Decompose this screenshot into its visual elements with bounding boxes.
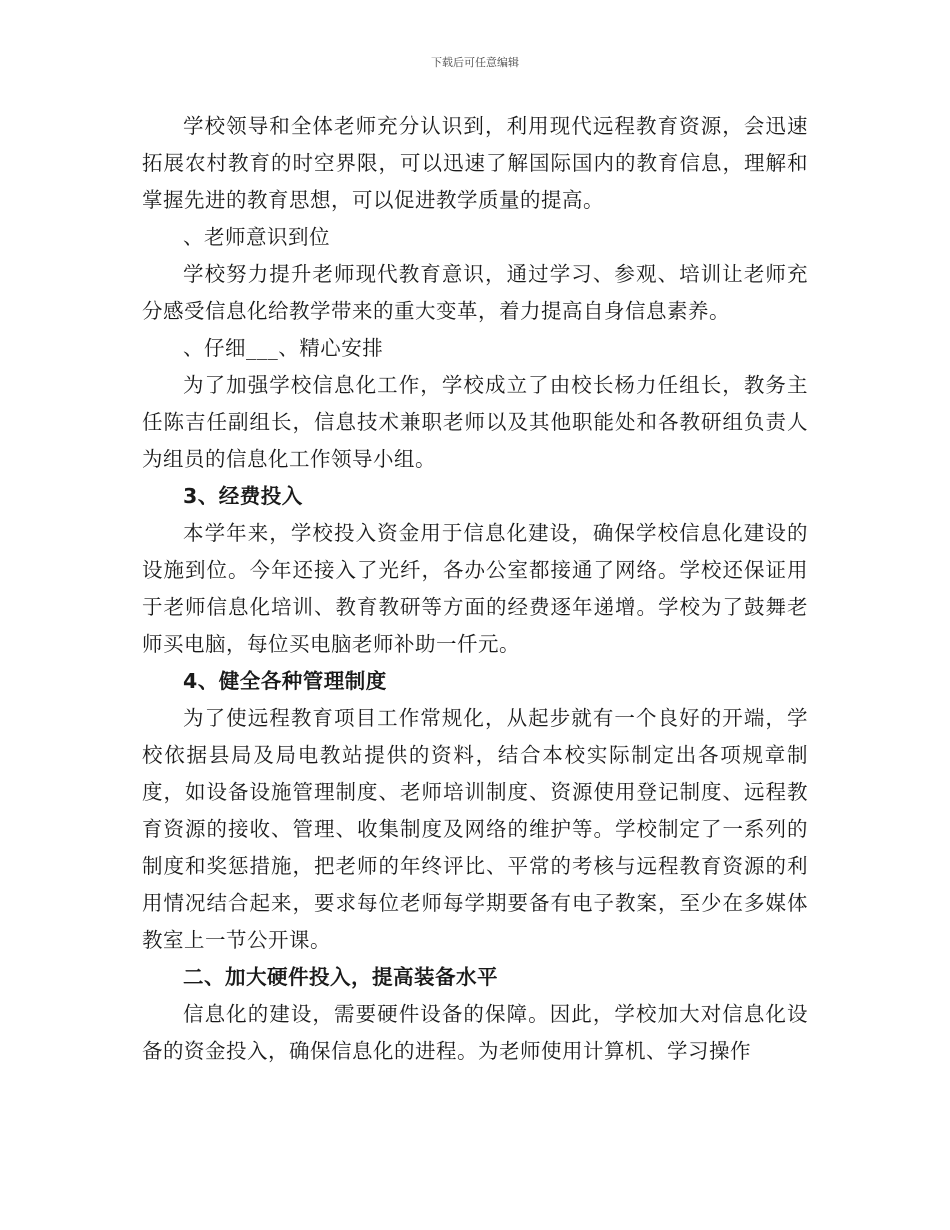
section-heading: 二、加大硬件投入，提高装备水平 [183,965,498,989]
document-body [142,108,808,1070]
paragraph: 信息化的建设，需要硬件设备的保障。因此，学校加大对信息化设备的资金投入，确保信息化的进程。为老师使用计算机、学习操作 [142,1002,808,1063]
paragraph: 学校领导和全体老师充分认识到，利用现代远程教育资源，会迅速拓展农村教育的时空界限，可以迅速了解国际国内的教育信息，理解和掌握先进的教育思想，可以促进教学质量的提高。 [142,114,808,212]
page-header-note: 下载后可任意编辑 [431,56,519,69]
section-heading: 3、经费投入 [183,484,303,508]
section-heading: 4、健全各种管理制度 [183,669,387,693]
paragraph: 学校努力提升老师现代教育意识，通过学习、参观、培训让老师充分感受信息化给教学带来的重大变革，着力提高自身信息素养。 [142,262,808,323]
section-heading: 、老师意识到位 [183,225,330,249]
paragraph: 为了加强学校信息化工作，学校成立了由校长杨力任组长，教务主任陈吉任副组长，信息技术兼职老师以及其他职能处和各教研组负责人为组员的信息化工作领导小组。 [142,373,808,471]
paragraph: 本学年来，学校投入资金用于信息化建设，确保学校信息化建设的设施到位。今年还接入了光纤，各办公室都接通了网络。学校还保证用于老师信息化培训、教育教研等方面的经费逐年递增。学校为了鼓舞老师买电脑，每位买电脑老师补助一仟元。 [142,521,808,656]
paragraph: 为了使远程教育项目工作常规化，从起步就有一个良好的开端，学校依据县局及局电教站提供的资料，结合本校实际制定出各项规章制度，如设备设施管理制度、老师培训制度、资源使用登记制度、远程教育资源的接收、管理、收集制度及网络的维护等。学校制定了一系列的制度和奖惩措施，把老师的年终评比、平常的考核与远程教育资源的利用情况结合起来，要求每位老师每学期要备有电子教案，至少在多媒体教室上一节公开课。 [142,706,808,952]
section-heading: 、仔细___、精心安排 [183,336,384,360]
